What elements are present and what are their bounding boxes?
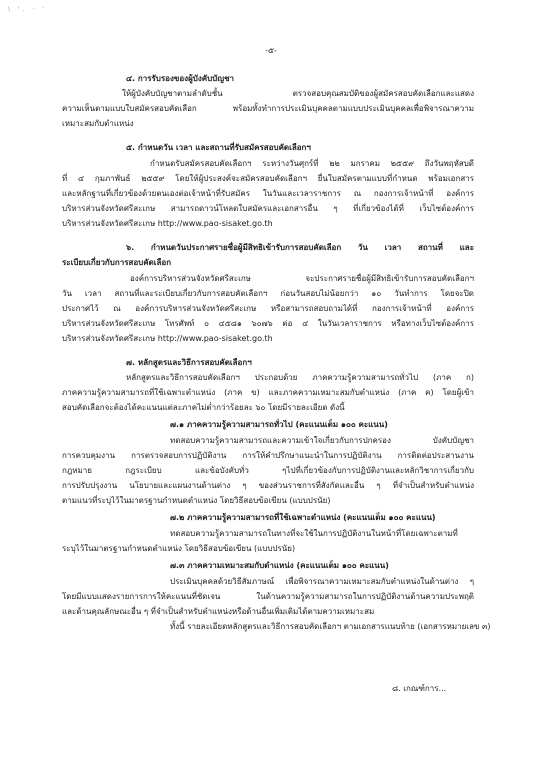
text-line: ให้ผู้บังคับบัญชาตามลำดับชั้น ตรวจสอบคุณสมบัติของผู้สมัครสอบคัดเลือกและแสดง xyxy=(122,89,474,98)
text-line: ๘. เกณฑ์การ... xyxy=(392,684,447,693)
text-line: และด้านคุณลักษณะอื่น ๆ ที่จำเป็นสำหรับตำแหน่งหรือด้านอื่นเพิ่มเติมได้ตามความเหมาะสม xyxy=(62,607,375,616)
text-line: วัน เวลา สถานที่และระเบียบเกี่ยวกับการสอบคัดเลือกฯ ก่อนวันสอบไม่น้อยกว่า ๑๐ วันทำการ โดยจะปิด xyxy=(62,289,474,298)
text-line: ภาคความรู้ความสามารถที่ใช้เฉพาะตำแหน่ง (ภาค ข) และภาคความเหมาะสมกับตำแหน่ง (ภาค ค) โดยผู้เข้า xyxy=(62,388,474,397)
section-heading: ๖. กำหนดวันประกาศรายชื่อผู้มีสิทธิเข้ารับการสอบคัดเลือก วัน เวลา สถานที่ และ xyxy=(126,243,474,252)
text-line: เหมาะสมกับตำแหน่ง xyxy=(62,119,134,128)
page-number: -๕- xyxy=(265,46,277,55)
text-line: บริหารส่วนจังหวัดศรีสะเกษ โทรศัพท์ ๐ ๔๕๘๑ ๖๐๗๖ ต่อ ๔ ในวันเวลาราชการ หรือทางเว็บไซต์องค์การ xyxy=(62,319,474,328)
section-heading: ๗.๒ ภาคความรู้ความสามารถที่ใช้เฉพาะตำแหน่ง (คะแนนเต็ม ๑๐๐ คะแนน) xyxy=(170,513,436,522)
text-line: การควบคุมงาน การตรวจสอบการปฏิบัติงาน การให้คำปรึกษาแนะนำในการปฏิบัติงาน การติดต่อประสานงาน xyxy=(62,451,474,460)
text-line: กฎหมาย กฎระเบียบ และข้อบังคับทั่ว ๆไปที่เกี่ยวข้องกับการปฏิบัติงานและหลักวิชาการเกี่ยวกับ xyxy=(62,466,474,475)
text-line: กำหนดรับสมัครสอบคัดเลือกฯ ระหว่างวันศุกร์ที่ ๒๒ มกราคม ๒๕๕๙ ถึงวันพฤหัสบดี xyxy=(150,159,474,168)
text-line: หลักสูตรและวิธีการสอบคัดเลือกฯ ประกอบด้วย ภาคความรู้ความสามารถทั่วไป (ภาค ก) xyxy=(126,373,474,382)
section-heading: ๕. กำหนดวัน เวลา และสถานที่รับสมัครสอบคัดเลือกฯ xyxy=(126,143,311,152)
text-line: บริหารส่วนจังหวัดศรีสะเกษ http://www.pao-sisaket.go.th xyxy=(62,219,273,228)
text-line: ความเห็นตามแบบใบสมัครสอบคัดเลือก พร้อมทั้งทำการประเมินบุคคลตามแบบประเมินบุคคลเพื่อพิจารณาความ xyxy=(62,104,474,113)
section-heading: ๗.๓ ภาคความเหมาะสมกับตำแหน่ง (คะแนนเต็ม ๑๐๐ คะแนน) xyxy=(170,561,389,570)
text-line: ทดสอบความรู้ความสามารถในทางที่จะใช้ในการปฏิบัติงานในหน้าที่โดยเฉพาะตามที่ xyxy=(170,529,458,538)
text-line: โดยมีแบบแสดงรายการการให้คะแนนที่ชัดเจน ในด้านความรู้ความสามารถในการปฏิบัติงานด้านความประพฤติ xyxy=(62,592,474,601)
text-line: ทดสอบความรู้ความสามารถและความเข้าใจเกี่ยวกับการปกครอง บังคับบัญชา xyxy=(170,436,474,445)
text-line: ระบุไว้ในมาตรฐานกำหนดตำแหน่ง โดยวิธีสอบข้อเขียน (แบบปรนัย) xyxy=(62,544,296,553)
section-heading: ๗.๑ ภาคความรู้ความสามารถทั่วไป (คะแนนเต็ม ๑๐๐ คะแนน) xyxy=(170,420,388,429)
section-heading: ๔. การรับรองของผู้บังคับบัญชา xyxy=(126,74,234,83)
text-line: การปรับปรุงงาน นโยบายและแผนงานด้านต่าง ๆ ของส่วนราชการที่สังกัดและอื่น ๆ ที่จำเป็นสำหรับตำแหน่ง xyxy=(62,481,474,490)
text-line: ประกาศไว้ ณ องค์การบริหารส่วนจังหวัดศรีสะเกษ หรือสามารถสอบถามได้ที่ กองการเจ้าหน้าที่ องค์การ xyxy=(62,304,474,313)
text-line: ทั้งนี้ รายละเอียดหลักสูตรและวิธีการสอบคัดเลือกฯ ตามเอกสารแนบท้าย (เอกสารหมายเลข ๓) xyxy=(170,622,491,631)
section-heading: ระเบียบเกี่ยวกับการสอบคัดเลือก xyxy=(62,258,172,267)
text-line: ตามแนวที่ระบุไว้ในมาตรฐานกำหนดตำแหน่ง โดยวิธีสอบข้อเขียน (แบบปรนัย) xyxy=(62,496,331,505)
section-heading: ๗. หลักสูตรและวิธีการสอบคัดเลือกฯ xyxy=(126,358,252,367)
text-line: สอบคัดเลือกจะต้องได้คะแนนแต่ละภาคไม่ต่ำกว่าร้อยละ ๖๐ โดยมีรายละเอียด ดังนี้ xyxy=(62,403,345,412)
text-line: ที่ ๔ กุมภาพันธ์ ๒๕๕๙ โดยให้ผู้ประสงค์จะสมัครสอบคัดเลือกฯ ยื่นใบสมัครตามแบบที่กำหนด พร้อมเอกสาร xyxy=(62,174,474,183)
text-line: บริหารส่วนจังหวัดศรีสะเกษ สามารถดาวน์โหลดใบสมัครและเอกสารอื่น ๆ ที่เกี่ยวข้องได้ที่ เว็บไซต์องค์การ xyxy=(62,204,474,213)
text-line: องค์การบริหารส่วนจังหวัดศรีสะเกษ จะประกาศรายชื่อผู้มีสิทธิเข้ารับการสอบคัดเลือกฯ xyxy=(130,274,474,283)
scan-specks: \ '. · ' xyxy=(8,6,47,13)
text-line: และหลักฐานที่เกี่ยวข้องด้วยตนเองต่อเจ้าหน้าที่รับสมัคร ในวันและเวลาราชการ ณ กองการเจ้าหน้าที่ องค์การ xyxy=(62,189,474,198)
text-line: ประเมินบุคคลด้วยวิธีสัมภาษณ์ เพื่อพิจารณาความเหมาะสมกับตำแหน่งในด้านต่าง ๆ xyxy=(170,577,474,586)
text-line: บริหารส่วนจังหวัดศรีสะเกษ http://www.pao-sisaket.go.th xyxy=(62,334,273,343)
